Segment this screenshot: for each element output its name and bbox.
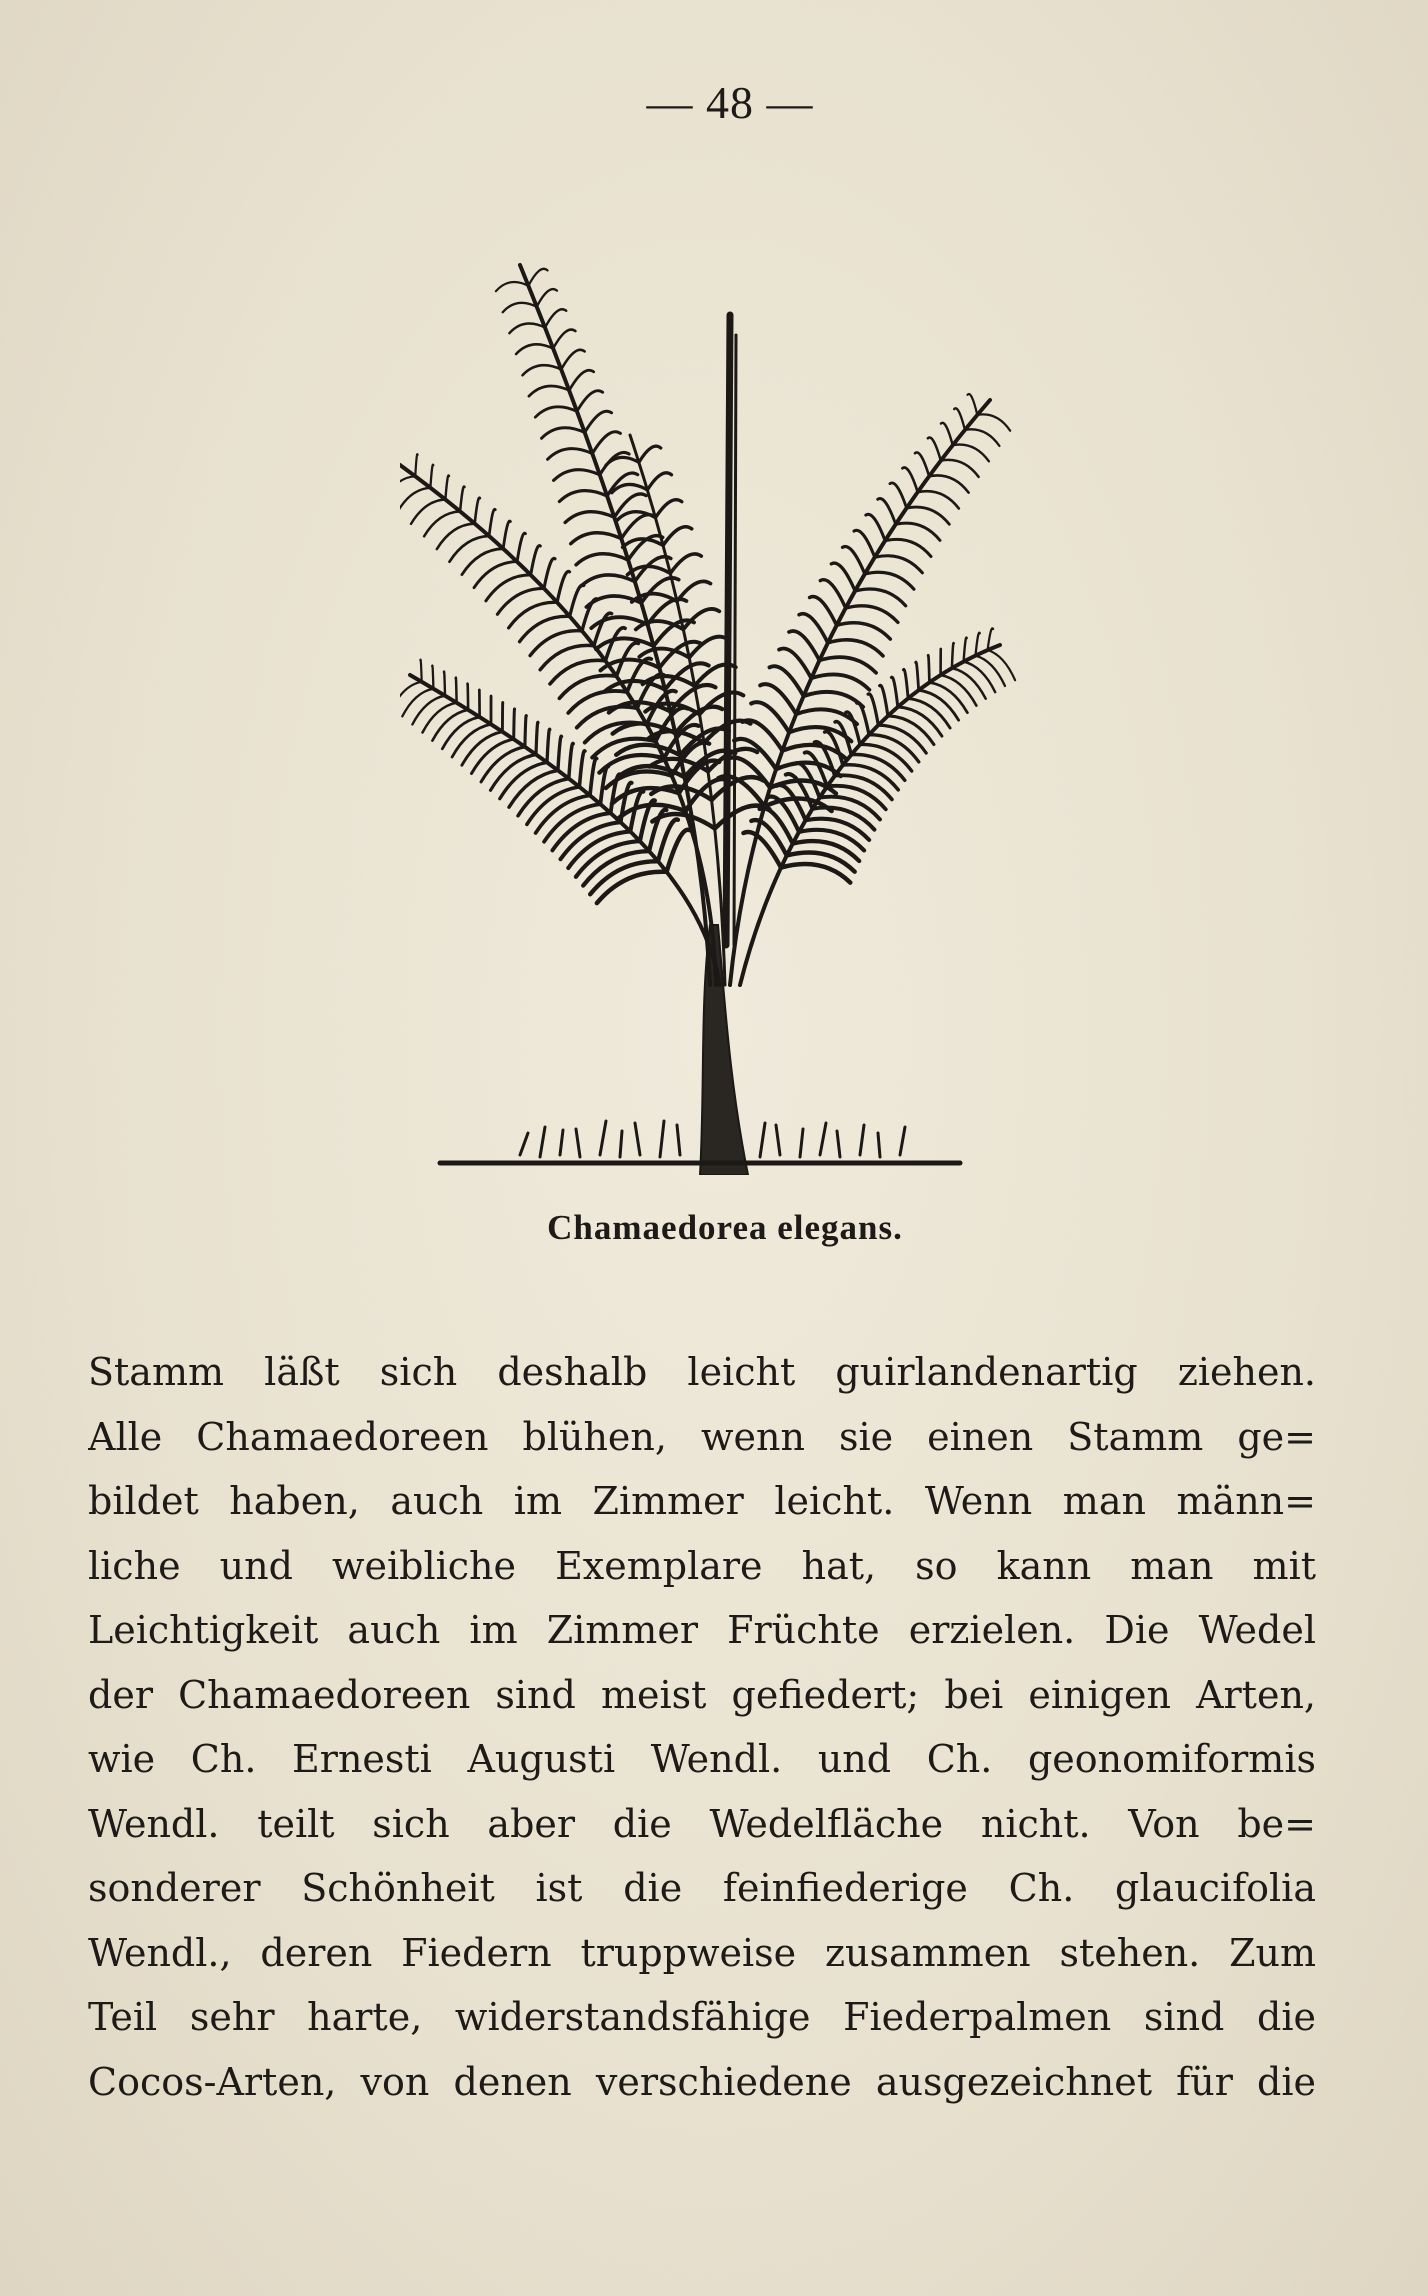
leaflet: [941, 460, 979, 477]
leaflet: [411, 500, 445, 524]
leaflet: [880, 685, 888, 716]
leaflet: [568, 832, 630, 868]
leaflet: [596, 638, 654, 649]
leaflet: [569, 743, 573, 778]
leaflet: [553, 330, 575, 349]
leaflet: [804, 692, 864, 707]
leaflet: [639, 446, 661, 462]
leaflet: [656, 500, 682, 518]
page-number: — 48 —: [646, 77, 814, 128]
leaflet: [868, 694, 878, 725]
palm-illustration: [400, 225, 1080, 1175]
leaflet: [896, 523, 940, 540]
leaflet: [424, 511, 460, 536]
leaflet: [536, 722, 538, 754]
leaflet: [514, 709, 515, 739]
leaflet: [552, 813, 610, 850]
leaflet: [529, 386, 569, 396]
leaflet: [569, 370, 594, 390]
leaflet: [486, 575, 531, 601]
leaflet: [854, 530, 875, 557]
leaflet: [621, 783, 632, 823]
leaflet: [843, 547, 865, 574]
leaflet: [658, 820, 678, 862]
leaflet: [968, 394, 978, 415]
leaflet: [496, 282, 529, 291]
leaflet: [600, 452, 629, 474]
leaflet: [475, 498, 480, 524]
leaflet: [565, 512, 614, 523]
leaflet: [450, 536, 490, 562]
leaflet: [760, 684, 796, 714]
leaflet: [579, 751, 585, 787]
leaflet: [846, 606, 898, 623]
leaflet: [571, 533, 622, 544]
leaflet: [855, 589, 906, 606]
leaflet: [647, 473, 671, 490]
leaflet: [420, 660, 421, 682]
text-line: Leichtigkeit auch im Zimmer Früchte erzielen. Die Wedel: [88, 1608, 1316, 1652]
leaflet: [503, 521, 510, 549]
leaflet: [530, 631, 582, 656]
leaflet: [907, 507, 950, 524]
leaflet: [902, 468, 917, 493]
text-line: liche und weibliche Exemplare hat, so kann man mit: [88, 1543, 1316, 1588]
body-text: [88, 1340, 1316, 2114]
leaflet: [460, 486, 464, 511]
leaflet: [781, 864, 850, 883]
leaflet: [558, 736, 562, 770]
text-line: sonderer Schönheit ist die feinfiederige Ch. glaucifolia: [88, 1866, 1316, 1910]
leaflet: [585, 411, 612, 432]
leaflet: [536, 795, 590, 833]
leaflet: [468, 684, 469, 710]
leaflet: [503, 303, 537, 312]
leaflet: [537, 289, 557, 307]
leaflet: [819, 657, 876, 673]
leaflet: [544, 558, 555, 588]
leaflet: [639, 649, 689, 658]
leaflet: [550, 660, 605, 684]
leaflet: [456, 678, 457, 703]
leaflet: [430, 465, 433, 488]
leaflet: [489, 509, 495, 536]
leaflet: [540, 645, 594, 669]
leaflet: [928, 437, 941, 460]
leaflet: [474, 562, 517, 588]
leaflet: [561, 822, 621, 859]
leaflet: [866, 514, 885, 540]
figure-caption: Chamaedorea elegans.: [547, 1208, 903, 1247]
leaflet: [890, 483, 907, 508]
leaflet: [965, 429, 1000, 446]
leaflet: [751, 702, 789, 732]
text-line: Wendl. teilt sich aber die Wedelfläche nicht. Von be=: [88, 1801, 1316, 1846]
leaflet: [878, 499, 896, 525]
leaflet: [520, 616, 570, 641]
leaflet: [531, 546, 541, 575]
text-line: Teil sehr harte, widerstandsfähige Fiederpalmen sind die: [88, 1995, 1316, 2039]
leaflet: [953, 445, 989, 462]
leaflet: [548, 449, 593, 460]
leaflet: [916, 662, 919, 690]
leaflet: [903, 669, 908, 698]
leaflet: [667, 830, 690, 872]
leaflet: [462, 549, 503, 575]
leaflet: [885, 539, 931, 556]
leaflet: [415, 454, 417, 476]
leaflet: [547, 729, 550, 762]
leaflet: [915, 452, 929, 476]
leaflet: [590, 758, 597, 795]
text-line: bildet haben, auch im Zimmer leicht. Wenn man männ=: [88, 1479, 1316, 1523]
leaflet: [437, 524, 475, 549]
leaflet: [509, 602, 557, 628]
leaflet: [517, 533, 525, 561]
leaflet: [811, 674, 869, 689]
leaflet: [652, 814, 715, 828]
leaflet: [559, 491, 607, 502]
leaflet: [581, 575, 635, 586]
leaflet: [612, 484, 648, 492]
leaflet: [954, 408, 965, 430]
leaflet: [734, 739, 776, 769]
leaflet: [570, 585, 584, 616]
text-line: Stamm läßt sich deshalb leicht guirlandenartig ziehen.: [88, 1350, 1316, 1394]
leaflet: [929, 475, 969, 492]
leaflet: [545, 309, 566, 327]
leaflet: [789, 631, 819, 660]
leaflet: [592, 432, 620, 454]
leaflet: [770, 666, 804, 696]
leaflet: [605, 628, 625, 661]
leaflet: [952, 643, 954, 668]
leaflet: [542, 428, 585, 439]
leaflet: [528, 269, 547, 286]
leaflet: [689, 637, 728, 658]
leaflet: [544, 804, 600, 842]
leaflet: [857, 703, 869, 735]
leaflet: [779, 648, 811, 678]
leaflet: [516, 344, 553, 354]
leaflet: [445, 475, 449, 499]
text-line: wie Ch. Ernesti Augusti Wendl. und Ch. geonomiformis: [88, 1737, 1316, 1781]
leaflet: [977, 414, 1010, 430]
leaflet: [568, 691, 627, 713]
leaflet: [918, 491, 959, 508]
leaflet: [518, 779, 569, 816]
leaflet: [928, 655, 929, 682]
leaflet: [400, 476, 415, 499]
text-line: Alle Chamaedoreen blühen, wenn sie einen Stamm ge=: [88, 1414, 1316, 1459]
leaflet: [561, 350, 584, 370]
leaflet: [837, 623, 891, 639]
text-line: der Chamaedoreen sind meist gefiedert; bei einigen Arten,: [88, 1672, 1316, 1717]
leaflet: [523, 365, 562, 375]
leaflet: [576, 841, 640, 877]
leaflet: [577, 391, 603, 412]
leaflet: [621, 515, 654, 539]
leaflet: [525, 716, 526, 747]
leaflet: [527, 787, 580, 825]
leaflet: [875, 556, 923, 573]
leaflet: [891, 677, 897, 707]
leaflet: [554, 470, 600, 481]
leaflet: [663, 527, 692, 546]
leaflet: [557, 571, 569, 602]
leaflet: [497, 588, 544, 614]
leaflet: [432, 666, 433, 689]
text-line: Cocos-Arten, von denen verschiedene ausgezeichnet für die: [88, 2059, 1316, 2104]
leaflet: [444, 672, 445, 696]
leaflet: [670, 554, 701, 573]
leaflet: [612, 788, 679, 804]
text-line: Wendl., deren Fiedern truppweise zusammen stehen. Zum: [88, 1930, 1316, 1975]
leaflet: [828, 640, 883, 656]
leaflet: [787, 852, 855, 871]
leaflet: [865, 572, 914, 589]
leaflet: [941, 423, 953, 445]
leaflet: [509, 324, 545, 334]
leaflet: [535, 407, 577, 417]
leaflet: [576, 554, 628, 565]
